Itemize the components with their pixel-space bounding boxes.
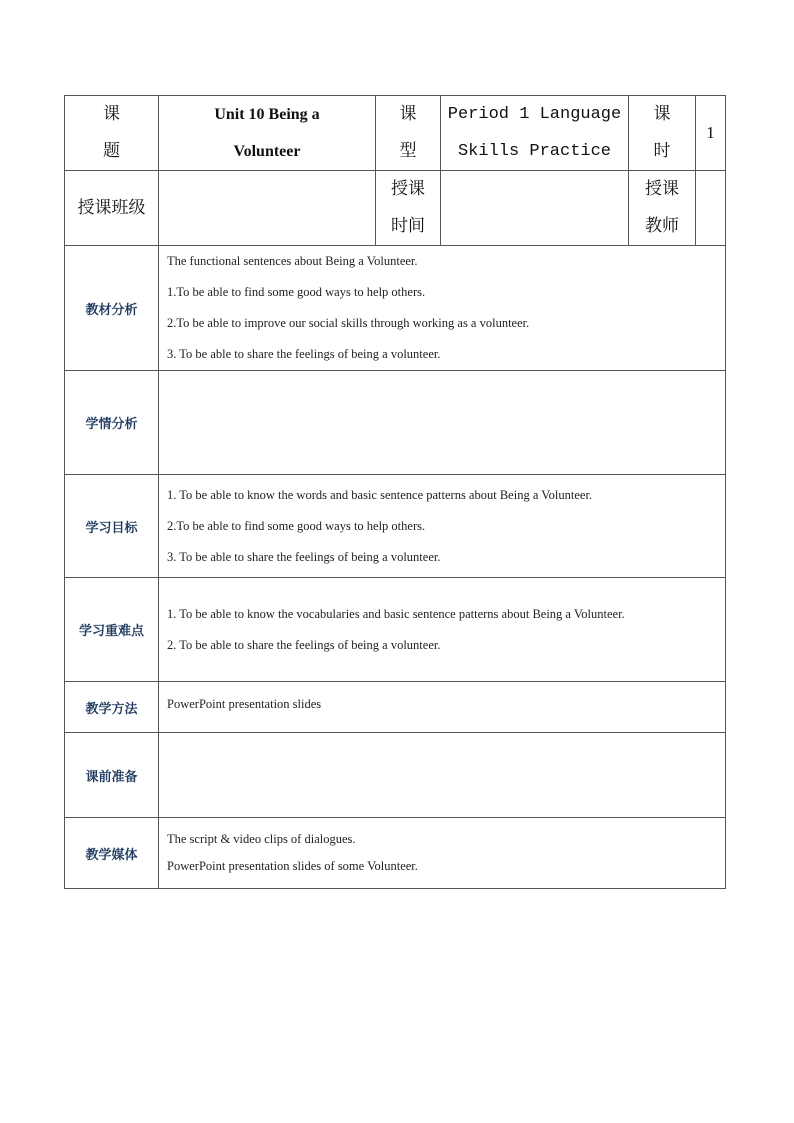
lesson-period (441, 96, 629, 171)
type-label-1: 课 (399, 104, 417, 124)
hours-label (629, 96, 696, 171)
key-points-label: 学习重难点 (65, 578, 159, 682)
teacher-label-2: 教师 (645, 216, 679, 236)
period-line2: Skills Practice (457, 142, 612, 161)
class-value (159, 171, 376, 246)
teacher-label (629, 171, 696, 246)
hours-value: 1 (696, 96, 726, 171)
textbook-line: 3. To be able to share the feelings of being a volunteer. (167, 347, 441, 361)
learning-objectives-label: 学习目标 (65, 475, 159, 578)
key-point-line: 2. To be able to share the feelings of being a volunteer. (167, 637, 441, 652)
row-teaching-methods (65, 682, 726, 733)
type-label-2: 型 (399, 141, 417, 161)
header-row-1 (65, 96, 726, 171)
class-label: 授课班级 (65, 171, 159, 246)
teaching-methods-content (159, 682, 726, 733)
preparation-label: 课前准备 (65, 733, 159, 818)
textbook-analysis-label: 教材分析 (65, 246, 159, 371)
student-analysis-content (159, 371, 726, 475)
textbook-analysis-content (159, 246, 726, 371)
row-teaching-media (65, 818, 726, 889)
lesson-plan-table (64, 95, 726, 889)
time-label-2: 时间 (391, 216, 425, 236)
header-row-2 (65, 171, 726, 246)
objective-line: 3. To be able to share the feelings of being a volunteer. (167, 549, 441, 564)
lesson-title-line2: Volunteer (233, 143, 301, 160)
key-points-content (159, 578, 726, 682)
objective-line: 1. To be able to know the words and basic sentence patterns about Being a Volunteer. (167, 487, 593, 502)
media-line: PowerPoint presentation slides of some Volunteer. (167, 859, 418, 873)
type-label (376, 96, 441, 171)
method-line: PowerPoint presentation slides (167, 697, 322, 711)
textbook-line: 2.To be able to improve our social skills through working as a volunteer. (167, 316, 530, 330)
key-point-line: 1. To be able to know the vocabularies and basic sentence patterns about Being a Volunteer. (167, 606, 625, 621)
teacher-value (696, 171, 726, 246)
hours-label-1: 课 (653, 104, 671, 124)
preparation-content (159, 733, 726, 818)
time-label-1: 授课 (391, 179, 425, 199)
hours-label-2: 时 (653, 141, 671, 161)
row-textbook-analysis (65, 246, 726, 371)
period-line1: Period 1 Language (447, 105, 622, 124)
row-student-analysis (65, 371, 726, 475)
learning-objectives-content (159, 475, 726, 578)
row-preparation (65, 733, 726, 818)
lesson-title (159, 96, 376, 171)
time-value (441, 171, 629, 246)
lesson-title-line1: Unit 10 Being a (214, 106, 320, 123)
objective-line: 2.To be able to find some good ways to help others. (167, 518, 426, 533)
student-analysis-label: 学情分析 (65, 371, 159, 475)
row-learning-objectives (65, 475, 726, 578)
teaching-media-label: 教学媒体 (65, 818, 159, 889)
teaching-methods-label: 教学方法 (65, 682, 159, 733)
textbook-line: The functional sentences about Being a Volunteer. (167, 254, 418, 268)
time-label (376, 171, 441, 246)
textbook-line: 1.To be able to find some good ways to help others. (167, 285, 426, 299)
subject-label: 课题 (65, 96, 159, 171)
teacher-label-1: 授课 (645, 179, 679, 199)
row-key-points (65, 578, 726, 682)
media-line: The script & video clips of dialogues. (167, 832, 356, 846)
teaching-media-content (159, 818, 726, 889)
